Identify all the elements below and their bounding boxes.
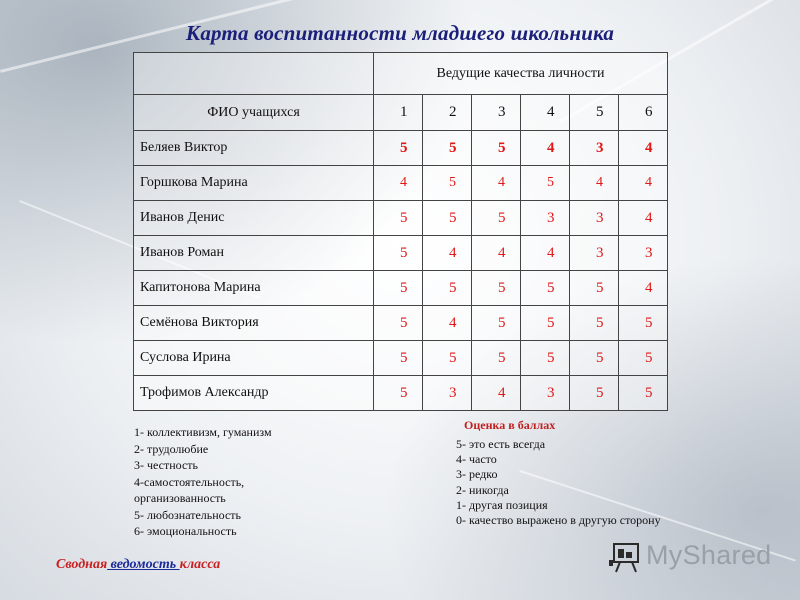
table-corner-cell bbox=[134, 53, 374, 95]
presentation-board-icon bbox=[608, 540, 642, 574]
scale-item: 3- редко bbox=[456, 467, 498, 482]
score-cell: 5 bbox=[423, 341, 472, 376]
score-cell: 4 bbox=[619, 271, 668, 306]
score-cell: 5 bbox=[619, 341, 668, 376]
scale-item: 2- никогда bbox=[456, 482, 509, 497]
score-cell: 5 bbox=[521, 341, 570, 376]
score-cell: 3 bbox=[570, 236, 619, 271]
student-name: Беляев Виктор bbox=[134, 131, 374, 166]
score-cell: 5 bbox=[619, 306, 668, 341]
scale-item: 5- это есть всегда bbox=[456, 437, 546, 451]
score-cell: 4 bbox=[423, 306, 472, 341]
table-row bbox=[134, 376, 668, 411]
score-cell: 5 bbox=[423, 166, 472, 201]
score-cell: 4 bbox=[423, 236, 472, 271]
header-fio-label: ФИО учащихся bbox=[134, 95, 374, 131]
header-group-label: Ведущие качества личности bbox=[374, 53, 668, 95]
score-cell: 3 bbox=[521, 201, 570, 236]
score-cell: 5 bbox=[423, 131, 472, 166]
score-cell: 5 bbox=[423, 271, 472, 306]
student-name: Суслова Ирина bbox=[134, 341, 374, 376]
table-row bbox=[134, 306, 668, 341]
score-cell: 4 bbox=[521, 236, 570, 271]
score-cell: 3 bbox=[619, 236, 668, 271]
column-header-1: 1 bbox=[374, 95, 423, 131]
score-cell: 5 bbox=[472, 131, 521, 166]
score-cell: 5 bbox=[374, 271, 423, 306]
student-name: Горшкова Марина bbox=[134, 166, 374, 201]
table-row bbox=[134, 271, 668, 306]
score-cell: 4 bbox=[619, 131, 668, 166]
student-name: Трофимов Александр bbox=[134, 376, 374, 411]
footer-link[interactable] bbox=[56, 557, 220, 573]
score-cell: 5 bbox=[374, 236, 423, 271]
score-cell: 5 bbox=[472, 306, 521, 341]
score-cell: 5 bbox=[570, 341, 619, 376]
student-name: Капитонова Марина bbox=[134, 271, 374, 306]
score-cell: 4 bbox=[472, 236, 521, 271]
score-scale-list bbox=[456, 437, 716, 528]
legend-item: 5- любознательность bbox=[134, 507, 242, 522]
score-cell: 5 bbox=[570, 376, 619, 411]
score-cell: 3 bbox=[423, 376, 472, 411]
table-row bbox=[134, 201, 668, 236]
score-cell: 5 bbox=[521, 306, 570, 341]
score-cell: 5 bbox=[423, 201, 472, 236]
page-title: Карта воспитанности младшего школьника bbox=[185, 21, 615, 45]
table-row bbox=[134, 236, 668, 271]
scale-item: 1- другая позиция bbox=[456, 497, 548, 512]
legend-item: 4-самостоятельность, организованность bbox=[134, 474, 245, 505]
score-cell: 5 bbox=[374, 376, 423, 411]
score-cell: 5 bbox=[374, 306, 423, 341]
logo-text: MyShared bbox=[646, 540, 772, 570]
score-cell: 5 bbox=[472, 201, 521, 236]
column-header-6: 6 bbox=[619, 95, 668, 131]
legend-item: 1- коллективизм, гуманизм bbox=[134, 425, 272, 439]
column-header-2: 2 bbox=[423, 95, 472, 131]
score-cell: 3 bbox=[570, 131, 619, 166]
table-header-group-row bbox=[134, 53, 668, 95]
score-cell: 5 bbox=[374, 131, 423, 166]
score-cell: 4 bbox=[521, 131, 570, 166]
legend-item: 2- трудолюбие bbox=[134, 441, 209, 456]
score-cell: 5 bbox=[570, 306, 619, 341]
footer-text-1: Сводная bbox=[56, 557, 108, 572]
legend-item: 3- честность bbox=[134, 458, 198, 472]
upbringing-table bbox=[133, 52, 668, 411]
student-name: Семёнова Виктория bbox=[134, 306, 374, 341]
score-cell: 5 bbox=[472, 341, 521, 376]
student-name: Иванов Роман bbox=[134, 236, 374, 271]
score-cell: 4 bbox=[619, 201, 668, 236]
score-cell: 5 bbox=[374, 201, 423, 236]
table-row bbox=[134, 341, 668, 376]
score-cell: 4 bbox=[472, 166, 521, 201]
column-header-5: 5 bbox=[570, 95, 619, 131]
score-cell: 4 bbox=[619, 166, 668, 201]
score-cell: 4 bbox=[570, 166, 619, 201]
table-row bbox=[134, 166, 668, 201]
score-cell: 5 bbox=[472, 271, 521, 306]
column-header-4: 4 bbox=[521, 95, 570, 131]
scale-item: 0- качество выражено в другую сторону bbox=[456, 513, 661, 528]
score-cell: 3 bbox=[570, 201, 619, 236]
column-header-3: 3 bbox=[472, 95, 521, 131]
score-cell: 5 bbox=[374, 341, 423, 376]
table-header-row bbox=[134, 95, 668, 131]
qualities-legend bbox=[134, 424, 334, 540]
student-name: Иванов Денис bbox=[134, 201, 374, 236]
score-cell: 3 bbox=[521, 376, 570, 411]
score-cell: 5 bbox=[521, 271, 570, 306]
scale-title: Оценка в баллах bbox=[464, 418, 556, 432]
footer-text-2: ведомость bbox=[107, 557, 180, 572]
legend-item: 6- эмоциональность bbox=[134, 524, 237, 538]
myshared-logo bbox=[606, 538, 772, 578]
score-cell: 5 bbox=[570, 271, 619, 306]
table-row bbox=[134, 131, 668, 166]
score-cell: 4 bbox=[472, 376, 521, 411]
score-cell: 4 bbox=[374, 166, 423, 201]
footer-text-3: класса bbox=[179, 557, 221, 572]
score-cell: 5 bbox=[521, 166, 570, 201]
scale-item: 4- часто bbox=[456, 452, 497, 467]
score-cell: 5 bbox=[619, 376, 668, 411]
